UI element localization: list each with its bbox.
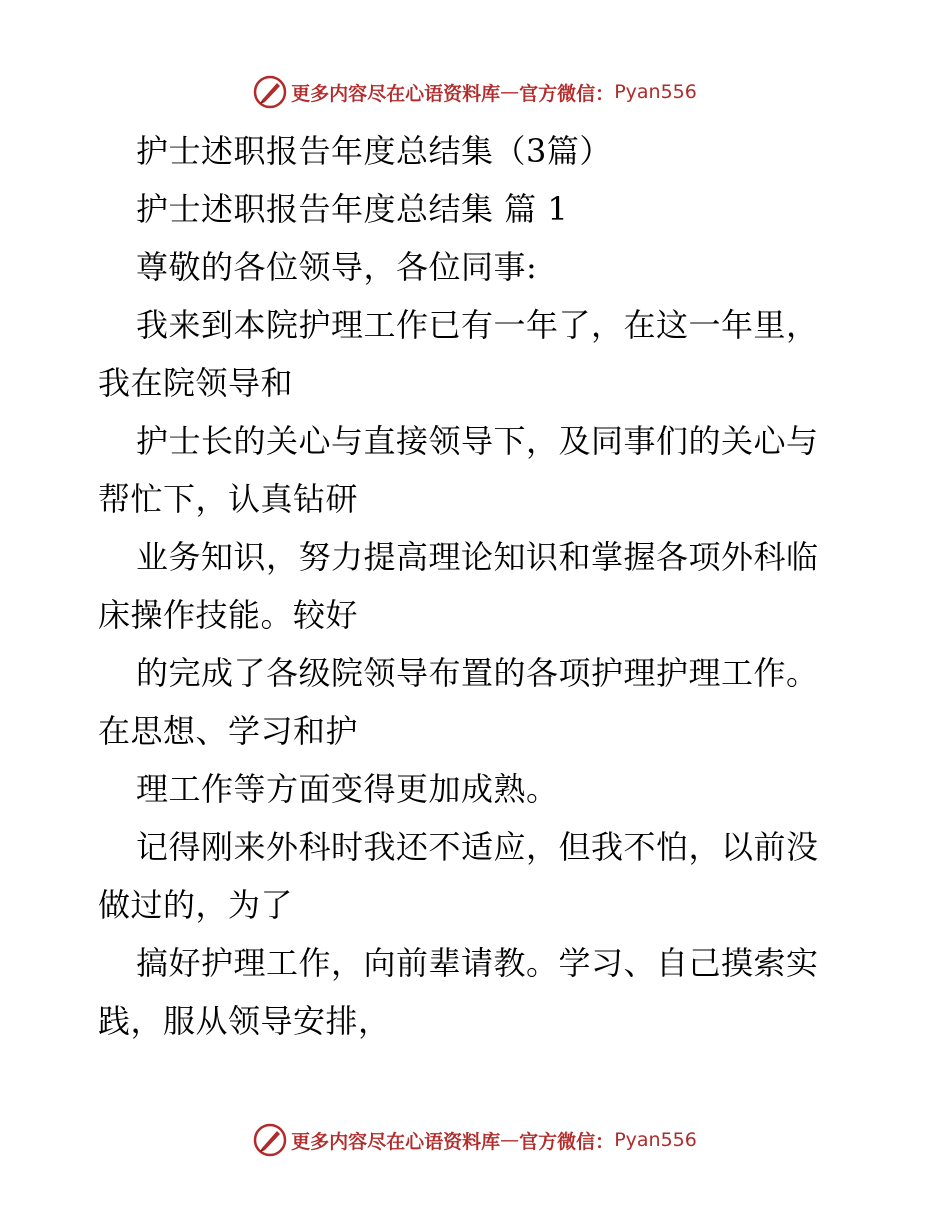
text-line: 帮忙下，认真钻研 <box>98 480 359 518</box>
quill-logo-icon <box>253 1123 287 1157</box>
text-line: 记得刚来外科时我还不适应，但我不怕，以前没 <box>136 828 819 866</box>
document-body <box>98 122 858 1050</box>
text-line: 在思想、学习和护 <box>98 712 359 750</box>
text-line: 护士长的关心与直接领导下，及同事们的关心与 <box>136 422 819 460</box>
watermark-dash: — <box>500 81 520 103</box>
footer-watermark <box>0 1120 950 1160</box>
watermark-wechat-label: 官方微信： <box>519 82 615 105</box>
watermark-main-text: 更多内容尽在心语资料库 <box>291 82 501 105</box>
text-line: 床操作技能。较好 <box>98 596 359 634</box>
text-line: 我在院领导和 <box>98 364 294 402</box>
text-line: 我来到本院护理工作已有一年了，在这一年里， <box>136 306 819 344</box>
watermark-wechat-id: Pyan556 <box>614 1129 697 1151</box>
text-line: 践，服从领导安排， <box>98 1002 391 1040</box>
watermark-wechat-label: 官方微信： <box>519 1130 615 1153</box>
header-watermark <box>0 72 950 112</box>
text-line: 护士述职报告年度总结集（3篇） <box>136 132 612 170</box>
text-line: 理工作等方面变得更加成熟。 <box>136 770 559 808</box>
text-line: 做过的，为了 <box>98 886 294 924</box>
watermark-wechat-id: Pyan556 <box>614 81 697 103</box>
text-line: 业务知识，努力提高理论知识和掌握各项外科临 <box>136 538 819 576</box>
watermark-main-text: 更多内容尽在心语资料库 <box>291 1130 501 1153</box>
text-line: 搞好护理工作，向前辈请教。学习、自己摸索实 <box>136 944 819 982</box>
text-line: 尊敬的各位领导，各位同事: <box>136 248 538 286</box>
text-line: 护士述职报告年度总结集 篇 1 <box>136 190 569 228</box>
quill-logo-icon <box>253 75 287 109</box>
text-line: 的完成了各级院领导布置的各项护理护理工作。 <box>136 654 819 692</box>
watermark-dash: — <box>500 1129 520 1151</box>
